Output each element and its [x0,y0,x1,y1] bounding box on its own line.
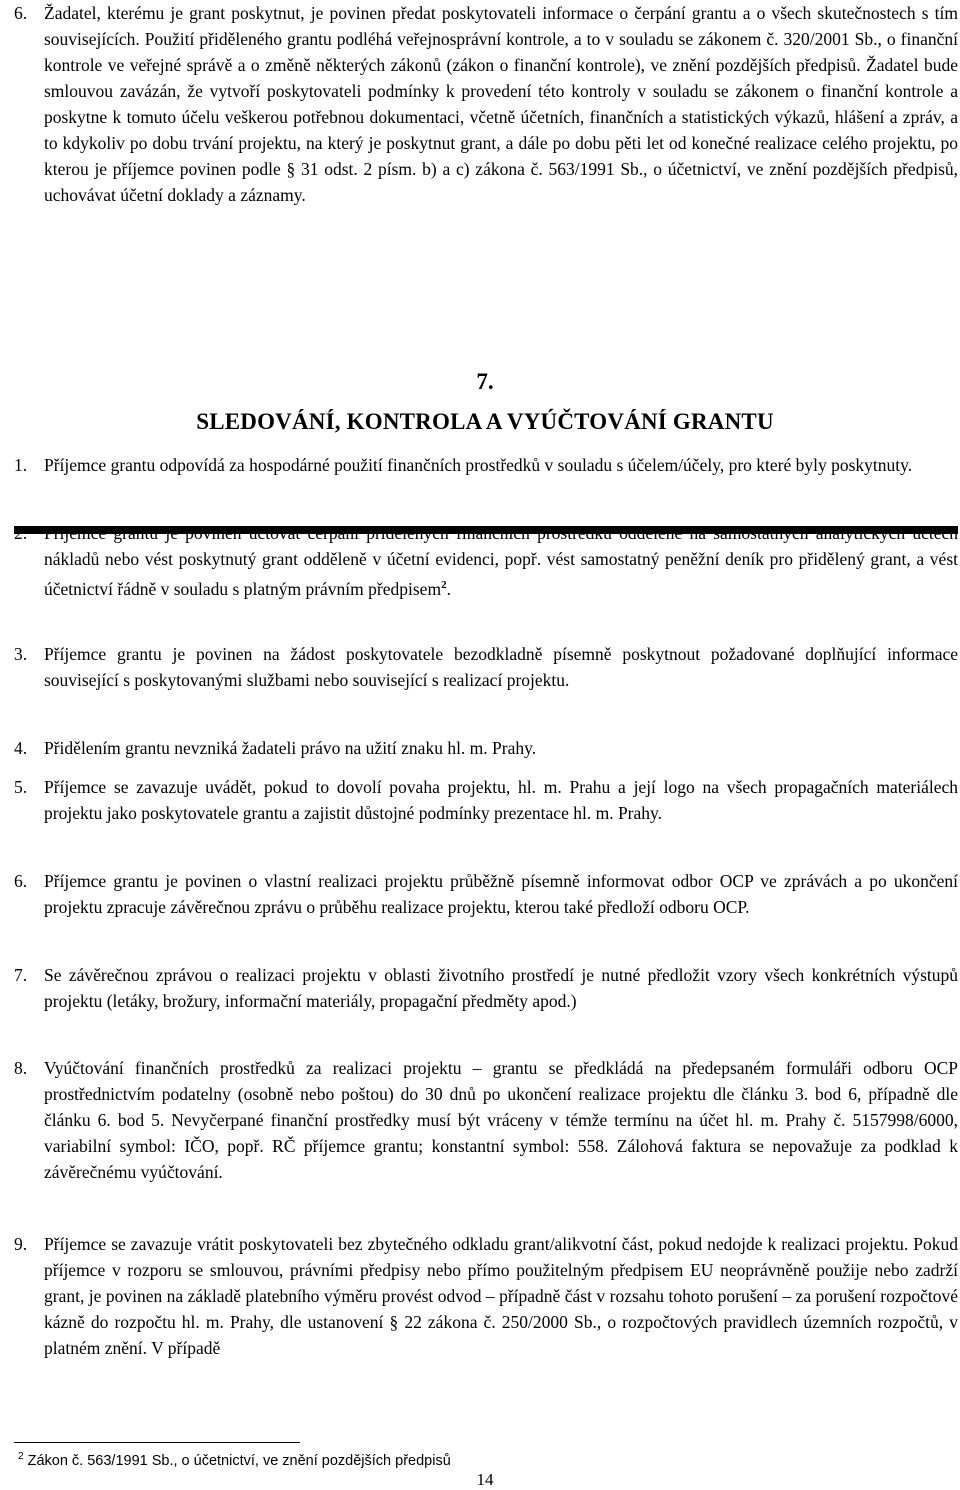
item-number: 9. [14,1234,28,1254]
item-text: Příjemce grantu je povinen na žádost poskytovatele bezodkladně písemně poskytnout požadované doplňující informace související s poskytovanými službami nebo související s realizací projektu. [44,644,958,690]
item-number: 5. [14,777,28,797]
footnote-text: Zákon č. 563/1991 Sb., o účetnictví, ve znění pozdějších předpisů [27,1453,451,1469]
list-item [14,868,958,920]
item-text: Se závěrečnou zprávou o realizaci projektu v oblasti životního prostředí je nutné předložit vzory všech konkrétních výstupů projektu (letáky, brožury, informační materiály, propagační předměty apod.) [44,965,958,1011]
footnote-reference: 2 [441,579,447,591]
footnote-mark: 2 [18,1451,24,1462]
page-number: 14 [476,1470,494,1489]
item-number: 6. [14,3,28,23]
list-item [14,774,958,826]
item-text-tail: . [446,579,451,599]
list-item [14,1231,958,1361]
item-text: Přidělením grantu nevzniká žadateli právo na užití znaku hl. m. Prahy. [44,738,537,758]
list-item [14,1055,958,1185]
section-title: SLEDOVÁNÍ, KONTROLA A VYÚČTOVÁNÍ GRANTU [196,409,774,434]
item-text: Příjemce grantu je povinen o vlastní realizaci projektu průběžně písemně informovat odbor OCP ve zprávách a po ukončení projektu zpracuje závěrečnou zprávu o průběhu realizace projektu, kterou také předloží odboru OCP. [44,871,958,917]
list-item [14,0,958,208]
item-text: Příjemce se zavazuje vrátit poskytovateli bez zbytečného odkladu grant/alikvotní část, pokud nedojde k realizaci projektu. Pokud příjemce v rozporu se smlouvou, právními předpisy nebo přímo použitelným předpisem EU neoprávněně použije nebo zadrží grant, je povinen na základě platebního výměru provést odvod – případně část v rozsahu tohoto porušení – za porušení rozpočtové kázně do rozpočtu hl. m. Prahy, dle ustanovení § 22 zákona č. 250/2000 Sb., o rozpočtových pravidlech územních rozpočtů, v platném znění. V případě [44,1234,958,1358]
item-number: 3. [14,644,28,664]
item-text: Žadatel, kterému je grant poskytnut, je povinen předat poskytovateli informace o čerpání grantu a o všech skutečnostech s tím souvisejících. Použití přiděleného grantu podléhá veřejnosprávní kontrole, a to v souladu se zákonem č. 320/2001 Sb., o finanční kontrole ve veřejné správě a o změně některých zákonů (zákon o finanční kontrole), ve znění pozdějších předpisů. Žadatel bude smlouvou zavázán, že vytvoří poskytovateli podmínky k provedení této kontroly v souladu se zákonem o finanční kontrole a poskytne k tomuto účelu veškerou potřebnou dokumentaci, včetně účetních, finančních a statistických výkazů, hlášení a zpráv, a to kdykoliv po dobu trvání projektu, na který je poskytnut grant, a dále po dobu pěti let od konečné realizace celého projektu, po kterou je příjemce povinen podle § 31 odst. 2 písm. b) a c) zákona č. 563/1991 Sb., o účetnictví, ve znění pozdějších předpisů, uchovávat účetní doklady a záznamy. [44,3,958,205]
footnote-separator [14,1442,300,1443]
footnote [18,1448,451,1470]
item-number: 6. [14,871,28,891]
item-number: 4. [14,738,28,758]
item-text: Příjemce grantu odpovídá za hospodárné použití finančních prostředků v souladu s účelem/účely, pro které byly poskytnuty. [44,455,913,475]
item-text-main: Příjemce grantu je povinen účtovat čerpání přidělených finančních prostředků odděleně na samostatných analytických účtech nákladů nebo vést poskytnutý grant odděleně v účetní evidenci, popř. vést samostatný peněžní deník pro přidělený grant, a vést účetnictví řádně v souladu s platným právním předpisem [44,523,958,599]
list-item [14,962,958,1014]
item-number: 7. [14,965,28,985]
list-item [14,520,958,602]
section-number: 7. [476,369,494,394]
list-item [14,641,958,693]
item-text: Příjemce se zavazuje uvádět, pokud to dovolí povaha projektu, hl. m. Prahu a její logo na všech propagačních materiálech projektu jako poskytovatele grantu a zajistit důstojné podmínky prezentace hl. m. Prahy. [44,777,958,823]
item-number: 2. [14,523,28,543]
list-item [14,735,958,761]
item-text: Vyúčtování finančních prostředků za realizaci projektu – grantu se předkládá na předepsaném formuláři odboru OCP prostřednictvím podatelny (osobně nebo poštou) do 30 dnů po ukončení realizace projektu dle článku 3. bod 6, případně dle článku 6. bod 5. Nevyčerpané finanční prostředky musí být vráceny v témže termínu na účet hl. m. Prahy č. 5157998/6000, variabilní symbol: IČO, popř. RČ příjemce grantu; konstantní symbol: 558. Zálohová faktura se nepovažuje za podklad k závěrečnému vyúčtování. [44,1058,958,1182]
item-text [44,520,958,602]
item-number: 1. [14,455,28,475]
list-item [14,452,958,478]
item-number: 8. [14,1058,28,1078]
